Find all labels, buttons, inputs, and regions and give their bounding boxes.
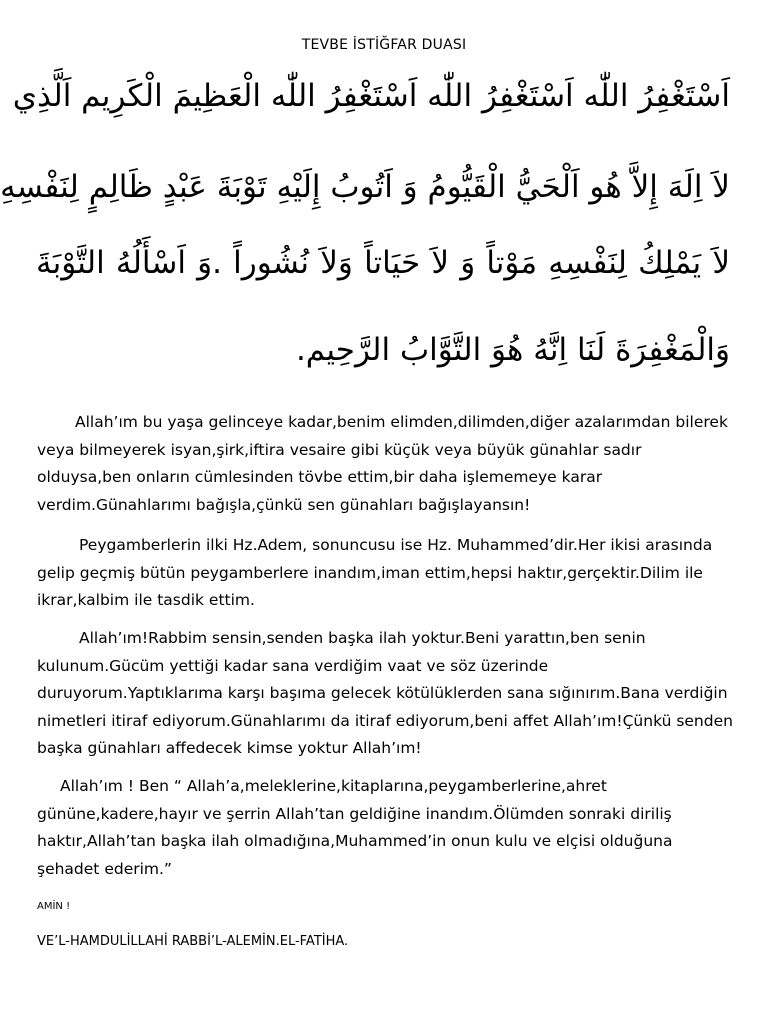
- paragraph-2: Peygamberlerin ilki Hz.Adem, sonuncusu ise Hz. Muhammed’dir.Her ikisi arasında gelip geçmiş bütün peygamberlere inandım,iman ettim,hepsi haktır,gerçektir.Dilim ile ikrar,kalbim ile tasdik ettim.: [37, 536, 713, 609]
- document-title: TEVBE İSTİĞFAR DUASI: [301, 37, 467, 53]
- arabic-line-1: اَسْتَغْفِرُ اللّٰه اَسْتَغْفِرُ اللّٰه اَسْتَغْفِرُ اللّٰه الْعَظِيمَ الْكَرِيم اَلَّذِي: [12, 78, 730, 114]
- paragraph-4: Allah’ım ! Ben “ Allah’a,meleklerine,kitaplarına,peygamberlerine,ahret gününe,kadere,hayır ve şerrin Allah’tan geldiğine inandım.Ölümden sonraki diriliş haktır,Allah’tan başka ilah olmadığına,Muhammed’in onun kulu ve elçisi olduğuna şehadet ederim.”: [37, 777, 673, 878]
- closing-line: VE’L-HAMDULİLLAHİ RABBİ’L-ALEMİN.EL-FATİHA.: [37, 934, 349, 949]
- arabic-line-2: لاَ اِلَهَ إِلاَّ هُو اَلْحَيُّ الْقَيُّومُ وَ اَتُوبُ إِلَيْهِ تَوْبَةَ عَبْدٍ ظَالِمٍ لِنَفْسِهِ: [0, 169, 730, 205]
- paragraph-1: Allah’ım bu yaşa gelinceye kadar,benim elimden,dilimden,diğer azalarımdan bilerek veya bilmeyerek isyan,şirk,iftira vesaire gibi küçük veya büyük günahlar sadır olduysa,ben onların cümlesinden tövbe ettim,bir daha işlememeye karar verdim.Günahlarımı bağışla,çünkü sen günahları bağışlayansın!: [37, 413, 728, 514]
- arabic-line-3: لاَ يَمْلِكُ لِنَفْسِهِ مَوْتاً وَ لاَ حَيَاتاً وَلاَ نُشُوراً .وَ اَسْأَلُهُ التَّوْبَةَ: [36, 245, 730, 281]
- paragraph-3: Allah’ım!Rabbim sensin,senden başka ilah yoktur.Beni yarattın,ben senin kulunum.Gücüm yettiği kadar sana verdiğim vaat ve söz üzerinde duruyorum.Yaptıklarıma karşı başıma gelecek kötülüklerden sana sığınırım.Bana verdiğin nimetleri itiraf ediyorum.Günahlarımı da itiraf ediyorum,beni affet Allah’ım!Çünkü senden başka günahları affedecek kimse yoktur Allah’ım!: [37, 629, 733, 757]
- amin-label: AMİN !: [37, 901, 71, 912]
- arabic-line-4: وَالْمَغْفِرَةَ لَنَا اِنَّهُ هُوَ التَّوَّابُ الرَّحِيم.: [295, 332, 730, 368]
